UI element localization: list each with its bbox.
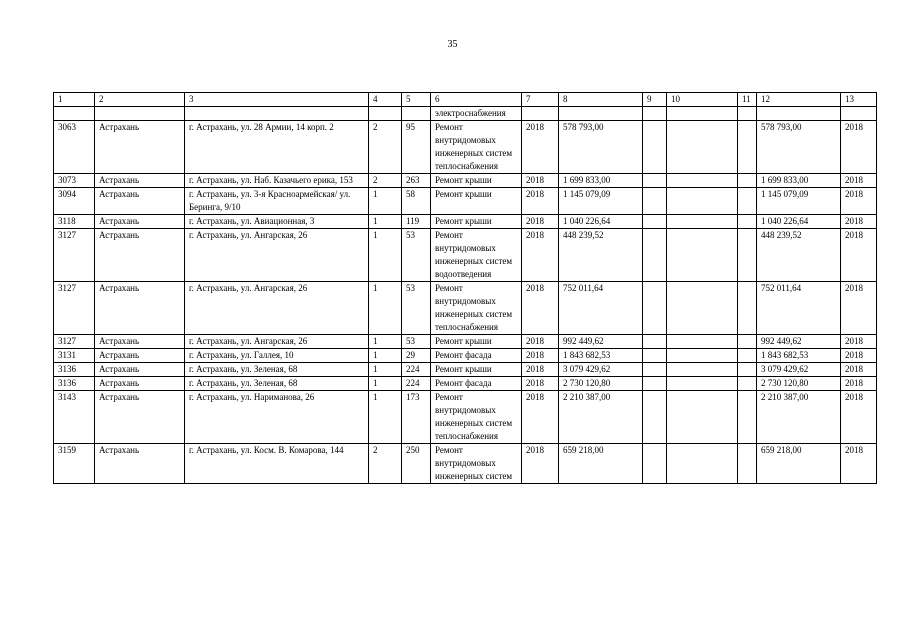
column-number: 1: [54, 93, 95, 107]
col10-cell: [667, 349, 738, 363]
year-cell: 2018: [522, 363, 559, 377]
col9-cell: [643, 444, 667, 484]
col10-cell: [667, 282, 738, 335]
row-id-cell: 3127: [54, 229, 95, 282]
col9-cell: [643, 335, 667, 349]
completion-year-cell: 2018: [841, 215, 877, 229]
completion-year-cell: 2018: [841, 391, 877, 444]
year-cell: 2018: [522, 174, 559, 188]
completion-year-cell: 2018: [841, 444, 877, 484]
completion-year-cell: 2018: [841, 335, 877, 349]
year-cell: 2018: [522, 444, 559, 484]
apartments-cell: 250: [402, 444, 431, 484]
col11-cell: [738, 174, 757, 188]
year-cell: 2018: [522, 377, 559, 391]
table-row: [54, 229, 877, 282]
row-id-cell: 3136: [54, 377, 95, 391]
municipality-cell: Астрахань: [95, 188, 185, 215]
total-cost-cell: 1 040 226,64: [757, 215, 841, 229]
page-number: 35: [447, 39, 458, 50]
column-number: 4: [369, 93, 402, 107]
cost-cell: 1 145 079,09: [559, 188, 643, 215]
address-cell: г. Астрахань, ул. 3-я Красноармейская/ ул. Беринга, 9/10: [185, 188, 369, 215]
col11-cell: [738, 349, 757, 363]
col10-cell: [667, 335, 738, 349]
row-id-cell: 3143: [54, 391, 95, 444]
address-cell: г. Астрахань, ул. Ангарская, 26: [185, 282, 369, 335]
column-number: 6: [431, 93, 522, 107]
row-id-cell: 3094: [54, 188, 95, 215]
row-id-cell: 3131: [54, 349, 95, 363]
completion-year-cell: 2018: [841, 121, 877, 174]
municipality-cell: Астрахань: [95, 363, 185, 377]
col9-cell: [643, 215, 667, 229]
work-type-cell: Ремонт крыши: [431, 335, 522, 349]
floors-cell: 2: [369, 121, 402, 174]
municipality-cell: Астрахань: [95, 229, 185, 282]
total-cost-cell: 1 145 079,09: [757, 188, 841, 215]
address-cell: г. Астрахань, ул. Косм. В. Комарова, 144: [185, 444, 369, 484]
work-type-cell: Ремонт внутридомовых инженерных систем теплоснабжения: [431, 282, 522, 335]
address-cell: г. Астрахань, ул. Зеленая, 68: [185, 363, 369, 377]
table-row: [54, 349, 877, 363]
apartments-cell: 95: [402, 121, 431, 174]
col9-cell: [643, 174, 667, 188]
total-cost-cell: 752 011,64: [757, 282, 841, 335]
row-id-cell: 3127: [54, 335, 95, 349]
cost-cell: 3 079 429,62: [559, 363, 643, 377]
floors-cell: 1: [369, 349, 402, 363]
work-type-cell: Ремонт крыши: [431, 188, 522, 215]
address-cell: г. Астрахань, ул. Авиационная, 3: [185, 215, 369, 229]
municipality-cell: Астрахань: [95, 391, 185, 444]
total-cost-cell: 2 210 387,00: [757, 391, 841, 444]
year-cell: 2018: [522, 229, 559, 282]
apartments-cell: 173: [402, 391, 431, 444]
table-row: [54, 391, 877, 444]
continuation-row: [54, 107, 877, 121]
work-type-cell: Ремонт крыши: [431, 174, 522, 188]
year-cell: 2018: [522, 349, 559, 363]
col10-cell: [667, 215, 738, 229]
floors-cell: 1: [369, 229, 402, 282]
col9-cell: [643, 363, 667, 377]
column-number-row: [54, 93, 877, 107]
year-cell: 2018: [522, 391, 559, 444]
floors-cell: 2: [369, 174, 402, 188]
row-id-cell: 3118: [54, 215, 95, 229]
column-number: 12: [757, 93, 841, 107]
col9-cell: [643, 121, 667, 174]
apartments-cell: 119: [402, 215, 431, 229]
column-number: 9: [643, 93, 667, 107]
table-row: [54, 363, 877, 377]
table-row: [54, 188, 877, 215]
col11-cell: [738, 377, 757, 391]
col11-cell: [738, 188, 757, 215]
col9-cell: [643, 188, 667, 215]
apartments-cell: 29: [402, 349, 431, 363]
municipality-cell: Астрахань: [95, 282, 185, 335]
completion-year-cell: 2018: [841, 363, 877, 377]
cost-cell: 448 239,52: [559, 229, 643, 282]
work-type-cell: Ремонт фасада: [431, 349, 522, 363]
address-cell: г. Астрахань, ул. Ангарская, 26: [185, 229, 369, 282]
row-id-cell: 3127: [54, 282, 95, 335]
total-cost-cell: 1 843 682,53: [757, 349, 841, 363]
address-cell: г. Астрахань, ул. Наб. Казачьего ерика, 153: [185, 174, 369, 188]
col11-cell: [738, 229, 757, 282]
apartments-cell: 263: [402, 174, 431, 188]
municipality-cell: Астрахань: [95, 335, 185, 349]
column-number: 8: [559, 93, 643, 107]
row-id-cell: 3136: [54, 363, 95, 377]
floors-cell: 1: [369, 188, 402, 215]
completion-year-cell: 2018: [841, 377, 877, 391]
row-id-cell: 3073: [54, 174, 95, 188]
row-id-cell: 3063: [54, 121, 95, 174]
address-cell: г. Астрахань, ул. Зеленая, 68: [185, 377, 369, 391]
col11-cell: [738, 444, 757, 484]
floors-cell: 1: [369, 391, 402, 444]
repair-program-table: [53, 92, 877, 484]
col11-cell: [738, 335, 757, 349]
total-cost-cell: 3 079 429,62: [757, 363, 841, 377]
total-cost-cell: 659 218,00: [757, 444, 841, 484]
table-row: [54, 377, 877, 391]
cost-cell: 1 843 682,53: [559, 349, 643, 363]
table-row: [54, 121, 877, 174]
table-row: [54, 174, 877, 188]
table-row: [54, 335, 877, 349]
cost-cell: 1 040 226,64: [559, 215, 643, 229]
column-number: 2: [95, 93, 185, 107]
municipality-cell: Астрахань: [95, 174, 185, 188]
floors-cell: 2: [369, 444, 402, 484]
apartments-cell: 53: [402, 229, 431, 282]
municipality-cell: Астрахань: [95, 444, 185, 484]
col10-cell: [667, 444, 738, 484]
cost-cell: 578 793,00: [559, 121, 643, 174]
apartments-cell: 53: [402, 282, 431, 335]
table-row: [54, 282, 877, 335]
row-id-cell: 3159: [54, 444, 95, 484]
floors-cell: 1: [369, 335, 402, 349]
table-row: [54, 444, 877, 484]
column-number: 11: [738, 93, 757, 107]
floors-cell: 1: [369, 377, 402, 391]
completion-year-cell: 2018: [841, 229, 877, 282]
col10-cell: [667, 391, 738, 444]
completion-year-cell: 2018: [841, 188, 877, 215]
year-cell: 2018: [522, 282, 559, 335]
address-cell: г. Астрахань, ул. Ангарская, 26: [185, 335, 369, 349]
table-row: [54, 215, 877, 229]
col10-cell: [667, 377, 738, 391]
year-cell: 2018: [522, 121, 559, 174]
col11-cell: [738, 391, 757, 444]
total-cost-cell: 578 793,00: [757, 121, 841, 174]
column-number: 13: [841, 93, 877, 107]
year-cell: 2018: [522, 215, 559, 229]
floors-cell: 1: [369, 215, 402, 229]
work-type-cell: Ремонт внутридомовых инженерных систем водоотведения: [431, 229, 522, 282]
col9-cell: [643, 391, 667, 444]
col11-cell: [738, 363, 757, 377]
completion-year-cell: 2018: [841, 174, 877, 188]
address-cell: г. Астрахань, ул. 28 Армии, 14 корп. 2: [185, 121, 369, 174]
work-type-cell: Ремонт внутридомовых инженерных систем теплоснабжения: [431, 121, 522, 174]
col11-cell: [738, 121, 757, 174]
col9-cell: [643, 282, 667, 335]
col11-cell: [738, 215, 757, 229]
col11-cell: [738, 282, 757, 335]
total-cost-cell: 992 449,62: [757, 335, 841, 349]
total-cost-cell: 2 730 120,80: [757, 377, 841, 391]
total-cost-cell: 1 699 833,00: [757, 174, 841, 188]
work-type-cell: Ремонт внутридомовых инженерных систем: [431, 444, 522, 484]
cost-cell: 659 218,00: [559, 444, 643, 484]
col9-cell: [643, 377, 667, 391]
floors-cell: 1: [369, 282, 402, 335]
total-cost-cell: 448 239,52: [757, 229, 841, 282]
col10-cell: [667, 174, 738, 188]
column-number: 7: [522, 93, 559, 107]
continuation-text: электроснабжения: [431, 107, 522, 121]
col9-cell: [643, 349, 667, 363]
cost-cell: 992 449,62: [559, 335, 643, 349]
completion-year-cell: 2018: [841, 349, 877, 363]
floors-cell: 1: [369, 363, 402, 377]
col10-cell: [667, 188, 738, 215]
municipality-cell: Астрахань: [95, 377, 185, 391]
year-cell: 2018: [522, 188, 559, 215]
apartments-cell: 53: [402, 335, 431, 349]
cost-cell: 1 699 833,00: [559, 174, 643, 188]
municipality-cell: Астрахань: [95, 215, 185, 229]
municipality-cell: Астрахань: [95, 349, 185, 363]
col9-cell: [643, 229, 667, 282]
year-cell: 2018: [522, 335, 559, 349]
address-cell: г. Астрахань, ул. Нариманова, 26: [185, 391, 369, 444]
work-type-cell: Ремонт внутридомовых инженерных систем теплоснабжения: [431, 391, 522, 444]
column-number: 3: [185, 93, 369, 107]
apartments-cell: 58: [402, 188, 431, 215]
cost-cell: 2 730 120,80: [559, 377, 643, 391]
col10-cell: [667, 121, 738, 174]
col10-cell: [667, 363, 738, 377]
work-type-cell: Ремонт крыши: [431, 363, 522, 377]
apartments-cell: 224: [402, 363, 431, 377]
column-number: 5: [402, 93, 431, 107]
municipality-cell: Астрахань: [95, 121, 185, 174]
column-number: 10: [667, 93, 738, 107]
work-type-cell: Ремонт крыши: [431, 215, 522, 229]
work-type-cell: Ремонт фасада: [431, 377, 522, 391]
apartments-cell: 224: [402, 377, 431, 391]
completion-year-cell: 2018: [841, 282, 877, 335]
cost-cell: 2 210 387,00: [559, 391, 643, 444]
cost-cell: 752 011,64: [559, 282, 643, 335]
address-cell: г. Астрахань, ул. Галлея, 10: [185, 349, 369, 363]
col10-cell: [667, 229, 738, 282]
